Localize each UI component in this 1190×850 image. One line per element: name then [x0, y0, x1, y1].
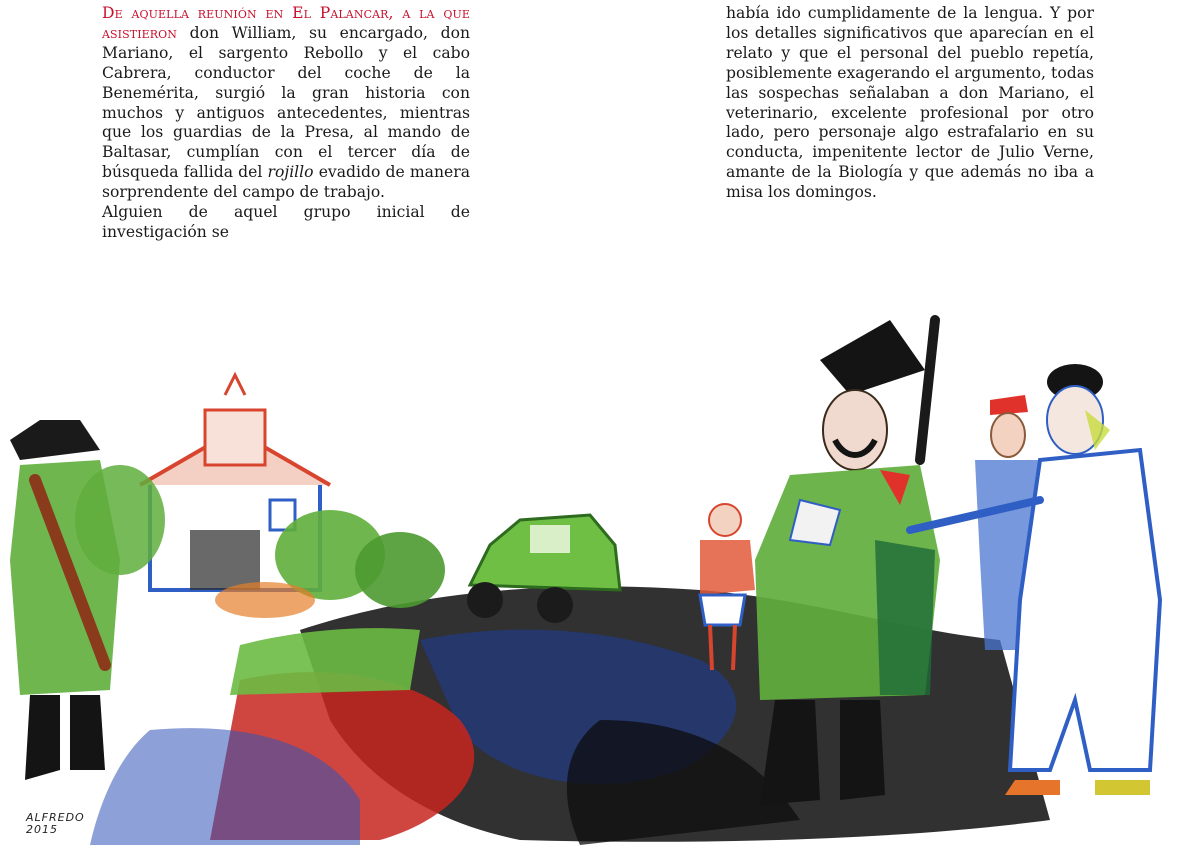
paragraph-1-text: don William, su encargado, don Mariano, el sargento Rebollo y el cabo Cabrera, conductor del coche de la Benemérita, surgió la gran historia con muchos y antiguos antecedentes, mientras que los guardias de la Presa, al mando de Baltasar, cumplían con el tercer día de búsqueda fallida del [102, 23, 470, 182]
left-text-column [102, 4, 470, 243]
artist-signature [26, 812, 85, 836]
right-text-column [726, 4, 1094, 203]
paragraph-3: había ido cumplidamente de la lengua. Y por los detalles significativos que aparecían en el relato y que el personal del pueblo repetía, posiblemente exagerando el argumento, todas las sospechas señalaban a don Mariano, el veterinario, excelente profesional por otro lado, pero personaje algo estrafalario en su conducta, impenitente lector de Julio Verne, amante de la Biología y que además no iba a misa los domingos. [726, 4, 1094, 202]
paragraph-2: Alguien de aquel grupo inicial de investigación se [102, 203, 470, 241]
lead-in-small-caps: De aquella reunión en El Palancar, a la que asistieron [102, 4, 470, 42]
paragraph-1-end: evadido de manera sorprendente del campo de trabajo. [102, 163, 470, 202]
crayon-illustration [0, 300, 1190, 850]
signature-name: ALFREDO [26, 811, 85, 824]
signature-year: 2015 [26, 823, 58, 836]
italic-word: rojillo [267, 163, 314, 182]
paragraph-1 [102, 4, 470, 203]
